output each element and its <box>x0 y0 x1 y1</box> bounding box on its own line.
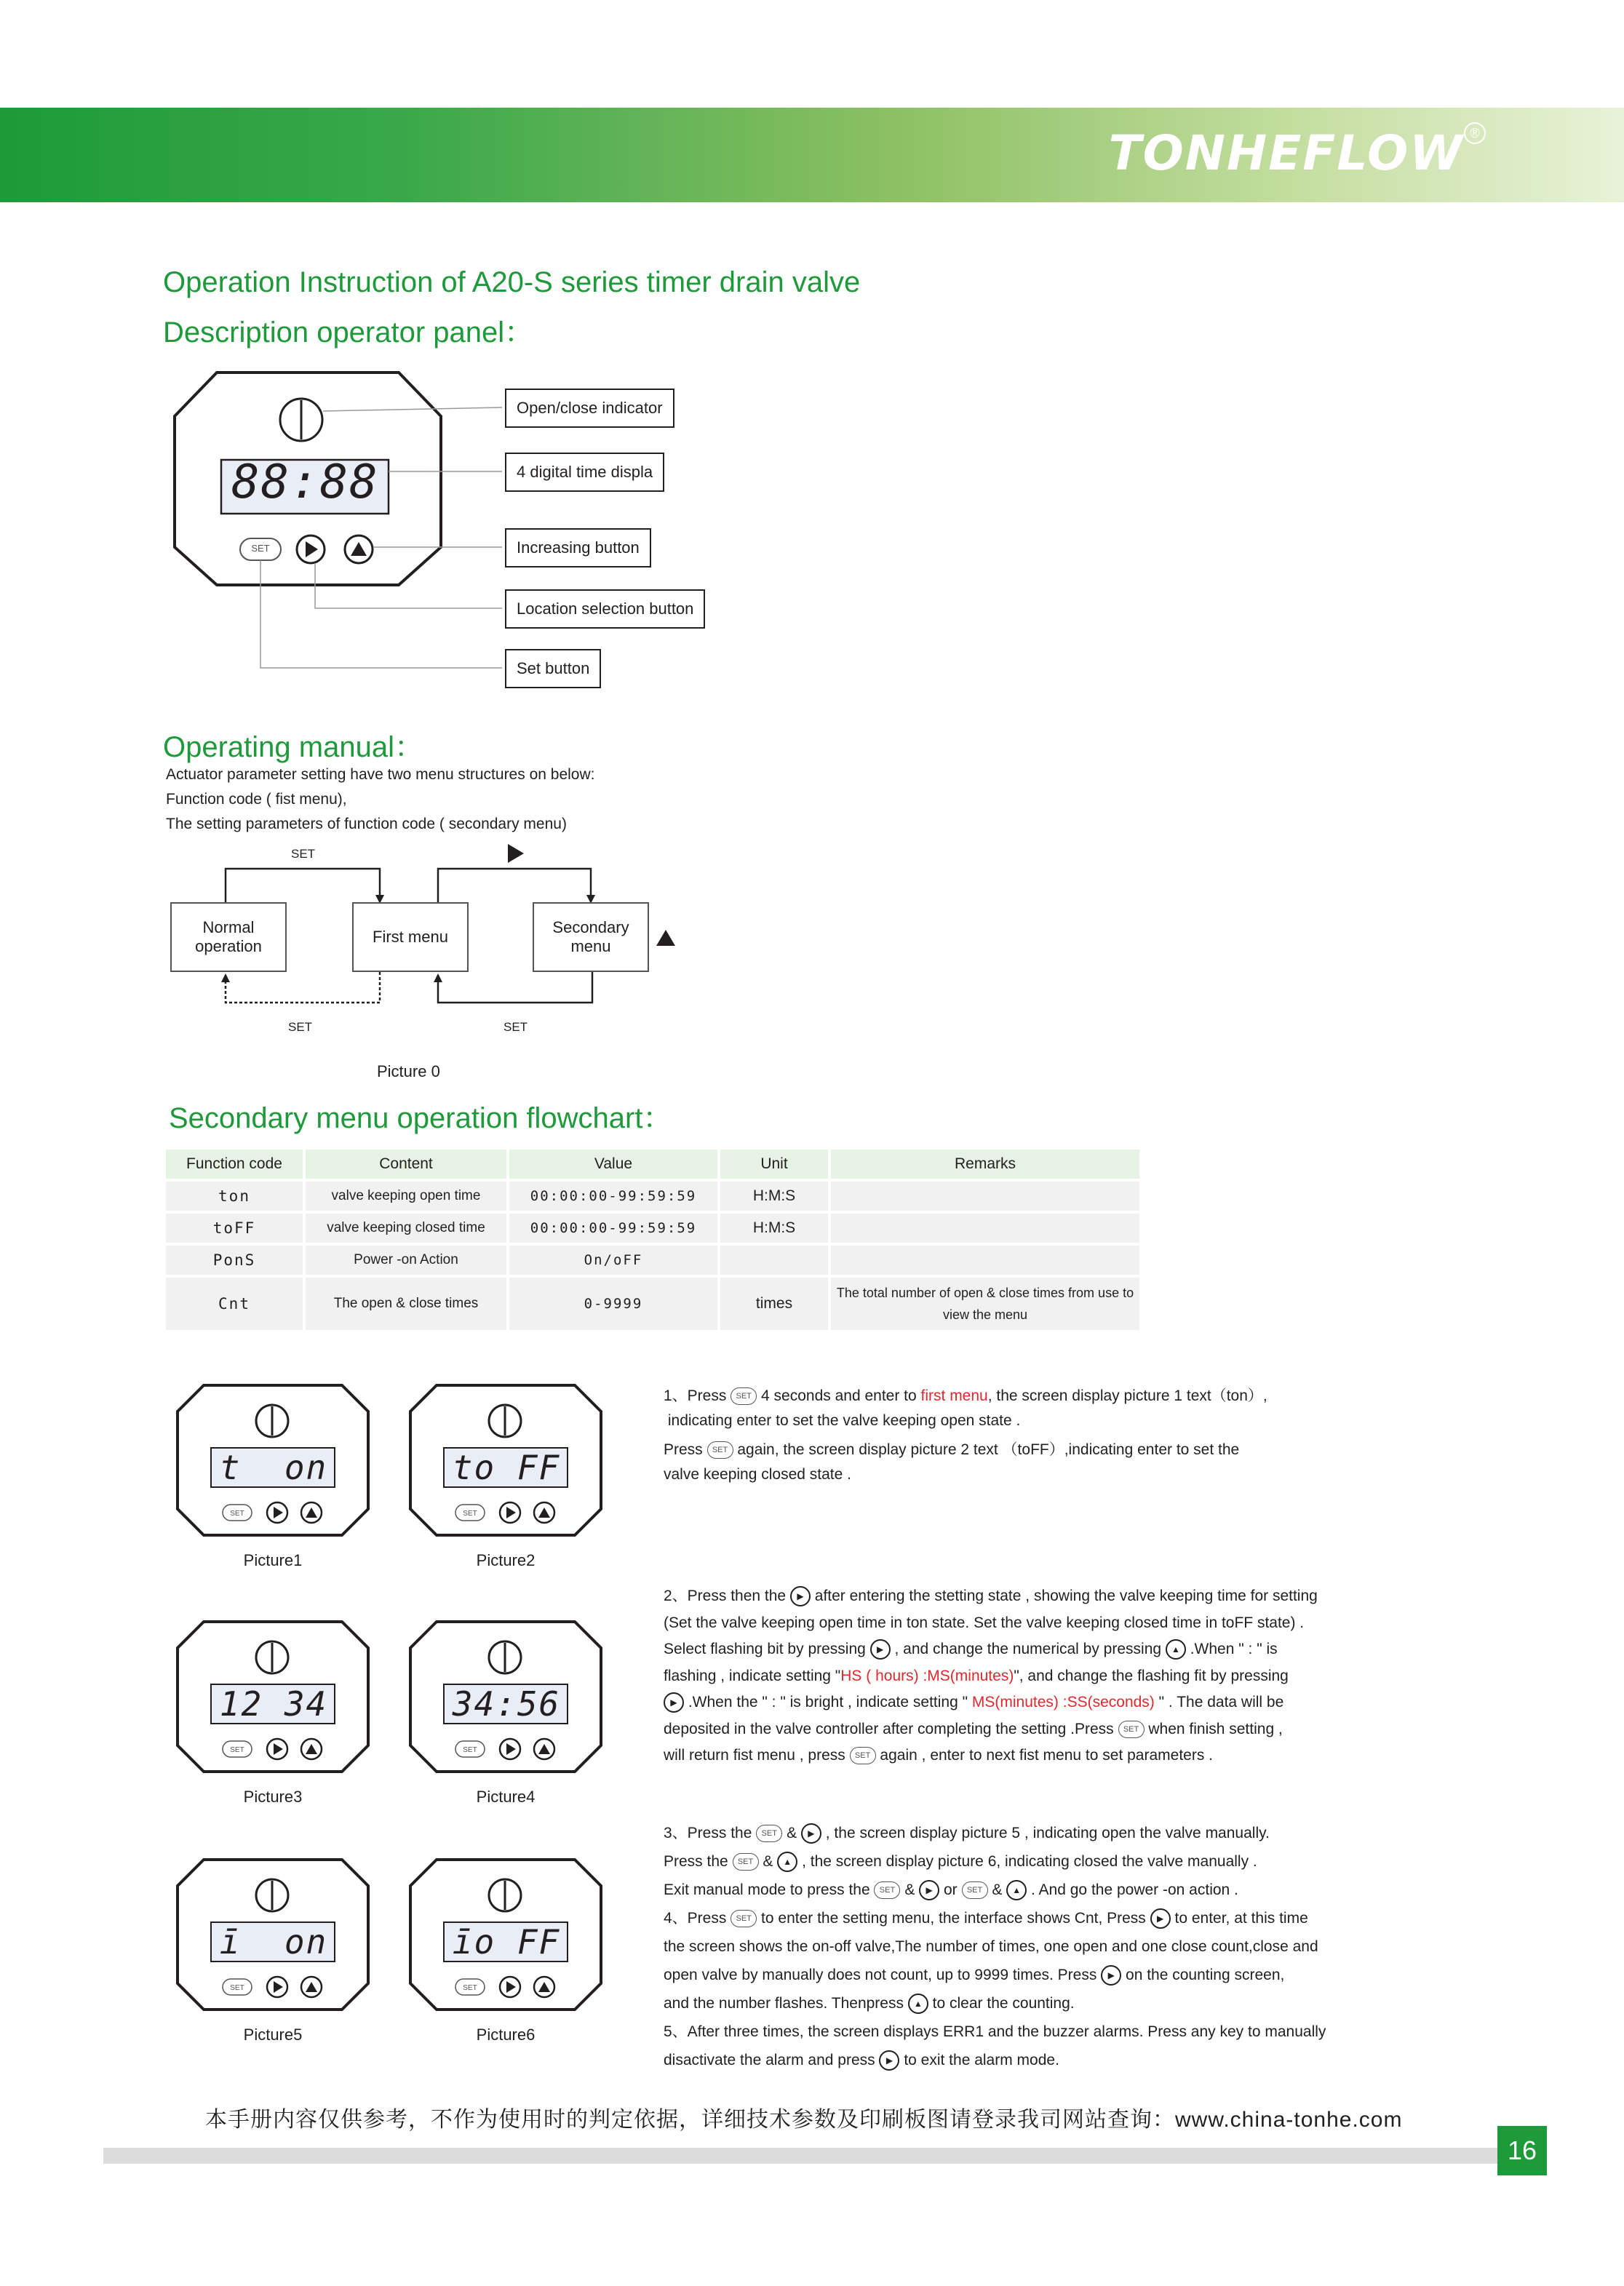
picture-display-text: 12 34 <box>219 1684 328 1724</box>
set-icon: SET <box>733 1853 759 1871</box>
set-icon: SET <box>962 1881 988 1899</box>
callout-set-button: Set button <box>505 649 601 688</box>
play-icon: ▶ <box>790 1586 811 1606</box>
play-icon: ▶ <box>879 2050 899 2071</box>
doc-title: Operation Instruction of A20-S series timer drain valve <box>163 266 861 298</box>
manual-line-2: Function code ( fist menu), <box>166 791 347 808</box>
play-arrow-marker <box>508 844 524 863</box>
instruction-2: 2、Press then the ▶ after entering the stetting state , showing the valve keeping time for setting (Set the valve keeping open time in ton state. Set the valve keeping closed time in toFF state) . Select flashing bit by pressing ▶ , and change the numerical by pressing ▲ .When " : " is flashing , indicate setting "HS ( hours) :MS(minutes)", and change the flashing fit by pressing ▶ .When the " : " is bright , indicate setting " MS(minutes) :SS(seconds) " . The data will be deposited in the valve controller after completing the setting .Press SET when finish setting , will return fist menu , press SET again , enter to next fist menu to set parameters . <box>664 1588 1318 1764</box>
up-arrow-marker <box>656 930 675 946</box>
up-icon: ▲ <box>1166 1639 1186 1660</box>
flow-first-menu: First menu <box>352 902 469 972</box>
device-picture <box>407 1619 604 1806</box>
footer-bar <box>103 2148 1497 2164</box>
play-icon: ▶ <box>664 1692 684 1713</box>
callout-location-button: Location selection button <box>505 589 705 629</box>
picture-caption: Picture2 <box>476 1551 536 1569</box>
play-icon: ▶ <box>919 1880 939 1900</box>
table-row: ton valve keeping open time 00:00:00-99:59:59 H:M:S <box>166 1182 1139 1211</box>
instruction-1: 1、Press SET 4 seconds and enter to first menu, the screen display picture 1 text（ton）, indicating enter to set the valve keeping open state . Press SET again, the screen display picture 2 text （toFF）,indicating enter to set the valve keeping closed state . <box>664 1387 1267 1483</box>
device-picture <box>175 1382 371 1569</box>
set-icon: SET <box>707 1441 733 1459</box>
set-icon: SET <box>1118 1721 1145 1738</box>
table-row: Cnt The open & close times 0-9999 times The total number of open & close times from use to view the menu <box>166 1278 1139 1330</box>
up-icon: ▲ <box>1006 1880 1027 1900</box>
play-icon: ▶ <box>1101 1965 1121 1986</box>
device-picture <box>175 1857 371 2044</box>
svg-text:SET: SET <box>463 1510 477 1518</box>
picture0-caption: Picture 0 <box>377 1062 440 1080</box>
col-function-code: Function code <box>166 1150 303 1179</box>
set-icon: SET <box>731 1910 757 1927</box>
set-icon: SET <box>874 1881 900 1899</box>
picture-display-text: ī on <box>219 1922 328 1962</box>
svg-text:SET: SET <box>463 1984 477 1992</box>
col-unit: Unit <box>720 1150 828 1179</box>
table-row: PonS Power -on Action On/oFF <box>166 1246 1139 1275</box>
spec-table <box>163 1147 1142 1333</box>
manual-line-3: The setting parameters of function code ( secondary menu) <box>166 816 567 832</box>
device-picture <box>175 1619 371 1806</box>
device-picture <box>407 1382 604 1569</box>
instruction-3-4-5: 3、Press the SET & ▶ , the screen display picture 5 , indicating open the valve manually. Press the SET & ▲ , the screen display picture 6, indicating closed the valve manually . Exit manual mode to press the SET & ▶ or SET & ▲ . And go the power -on action . 4、Press SET to enter the setting menu, the interface shows Cnt, Press ▶ to enter, at this time the screen shows the on-off valve,The number of times, one open and one close count,close and open valve by manually does not count, up to 9999 times. Press ▶ on the counting screen, and the number flashes. Thenpress ▲ to clear the counting. 5、After three times, the screen displays ERR1 and the buzzer alarms. Press any key to manually disactivate the alarm and press ▶ to exit the alarm mode. <box>664 1819 1457 2074</box>
table-row: toFF valve keeping closed time 00:00:00-99:59:59 H:M:S <box>166 1214 1139 1243</box>
svg-text:SET: SET <box>230 1984 244 1992</box>
up-icon: ▲ <box>908 1994 928 2014</box>
svg-text:SET: SET <box>230 1510 244 1518</box>
col-remarks: Remarks <box>831 1150 1139 1179</box>
flowchart-heading: Secondary menu operation flowchart： <box>169 1102 672 1134</box>
picture-caption: Picture5 <box>243 2026 303 2044</box>
play-icon: ▶ <box>870 1639 891 1660</box>
picture-caption: Picture6 <box>476 2026 536 2044</box>
footer-note: 本手册内容仅供参考，不作为使用时的判定依据，详细技术参数及印刷板图请登录我司网站查询：www.china-tonhe.com <box>205 2108 1403 2132</box>
picture-caption: Picture4 <box>476 1788 536 1806</box>
play-icon: ▶ <box>1150 1908 1171 1929</box>
set-button-label: SET <box>251 543 270 554</box>
set-icon: SET <box>731 1387 757 1405</box>
callout-digital-display: 4 digital time displa <box>505 453 664 492</box>
device-picture <box>407 1857 604 2044</box>
registered-mark: ® <box>1464 122 1486 144</box>
manual-line-1: Actuator parameter setting have two menu structures on below: <box>166 766 595 783</box>
flow-set-bottom-right: SET <box>503 1020 528 1034</box>
play-icon: ▶ <box>801 1823 821 1844</box>
col-value: Value <box>509 1150 717 1179</box>
picture-caption: Picture3 <box>243 1788 303 1806</box>
manual-heading: Operating manual： <box>163 731 423 763</box>
flow-set-top: SET <box>291 847 316 861</box>
svg-text:SET: SET <box>463 1746 477 1754</box>
picture-display-text: 34:56 <box>452 1684 561 1724</box>
col-content: Content <box>306 1150 506 1179</box>
flow-normal-operation: Normal operation <box>170 902 287 972</box>
up-icon: ▲ <box>777 1852 797 1872</box>
picture-display-text: īo FF <box>452 1922 561 1962</box>
brand-logo: TONHEFLOW <box>1108 125 1464 181</box>
flow-secondary-menu: Secondary menu <box>533 902 649 972</box>
picture-display-text: t on <box>219 1448 328 1487</box>
page-number: 16 <box>1497 2126 1547 2175</box>
svg-text:SET: SET <box>230 1746 244 1754</box>
set-icon: SET <box>850 1747 876 1764</box>
flow-set-bottom-left: SET <box>288 1020 313 1034</box>
display-digits: 88:88 <box>231 455 379 509</box>
picture-display-text: to FF <box>452 1448 561 1487</box>
picture-caption: Picture1 <box>243 1551 303 1569</box>
panel-heading: Description operator panel： <box>163 316 534 349</box>
set-icon: SET <box>756 1825 782 1842</box>
callout-open-close-indicator: Open/close indicator <box>505 389 674 428</box>
callout-increasing-button: Increasing button <box>505 528 651 567</box>
